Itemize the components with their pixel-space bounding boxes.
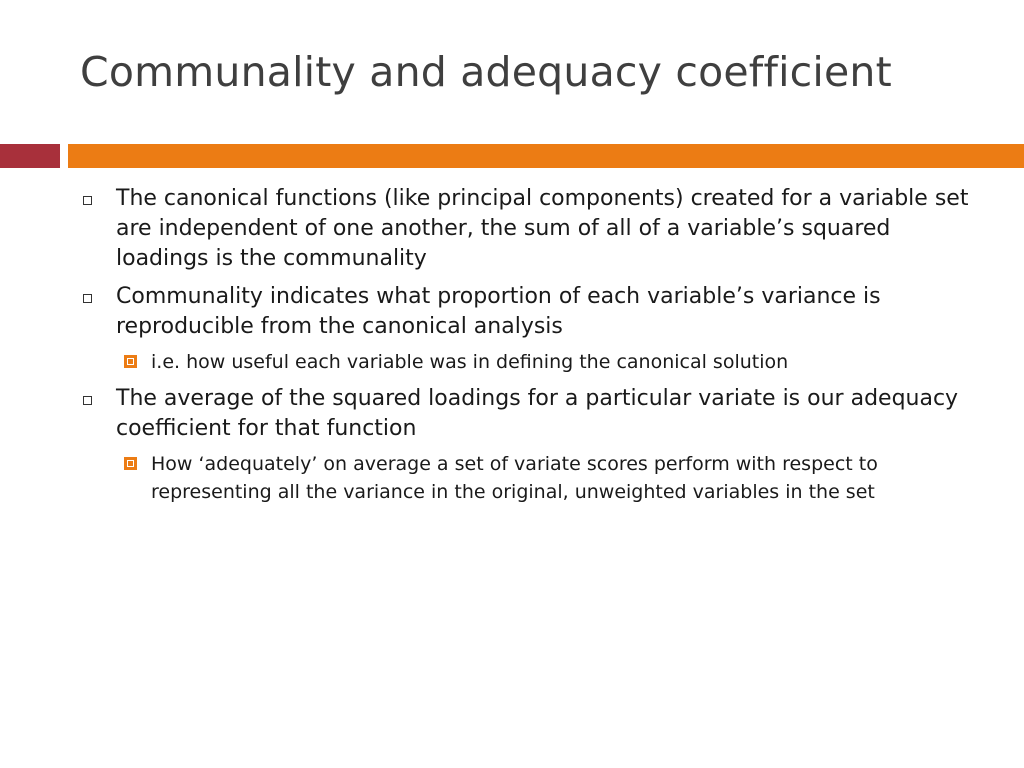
hollow-square-bullet-icon xyxy=(83,294,92,303)
title-accent-bar-orange xyxy=(68,144,1024,168)
bullet-item xyxy=(80,184,970,274)
orange-square-bullet-icon xyxy=(124,457,137,470)
slide-body xyxy=(80,184,970,514)
sub-bullet-item xyxy=(116,348,970,376)
sub-bullet-text: i.e. how useful each variable was in defining the canonical solution xyxy=(151,351,789,373)
bullet-text: The canonical functions (like principal components) created for a variable set are independent of one another, the sum of all of a variable’s squared loadings is the communality xyxy=(116,186,969,271)
bullet-text: The average of the squared loadings for a particular variate is our adequacy coefficient for that function xyxy=(116,386,959,441)
sub-bullet-text: How ‘adequately’ on average a set of variate scores perform with respect to representing all the variance in the original, unweighted variables in the set xyxy=(151,453,878,503)
title-accent-bar-red xyxy=(0,144,60,168)
bullet-item xyxy=(80,282,970,342)
sub-bullet-item xyxy=(116,450,970,506)
hollow-square-bullet-icon xyxy=(83,396,92,405)
bullet-text: Communality indicates what proportion of each variable’s variance is reproducible from the canonical analysis xyxy=(116,284,881,339)
slide-title: Communality and adequacy coefficient xyxy=(80,48,892,96)
bullet-item xyxy=(80,384,970,444)
orange-square-bullet-icon xyxy=(124,355,137,368)
hollow-square-bullet-icon xyxy=(83,196,92,205)
